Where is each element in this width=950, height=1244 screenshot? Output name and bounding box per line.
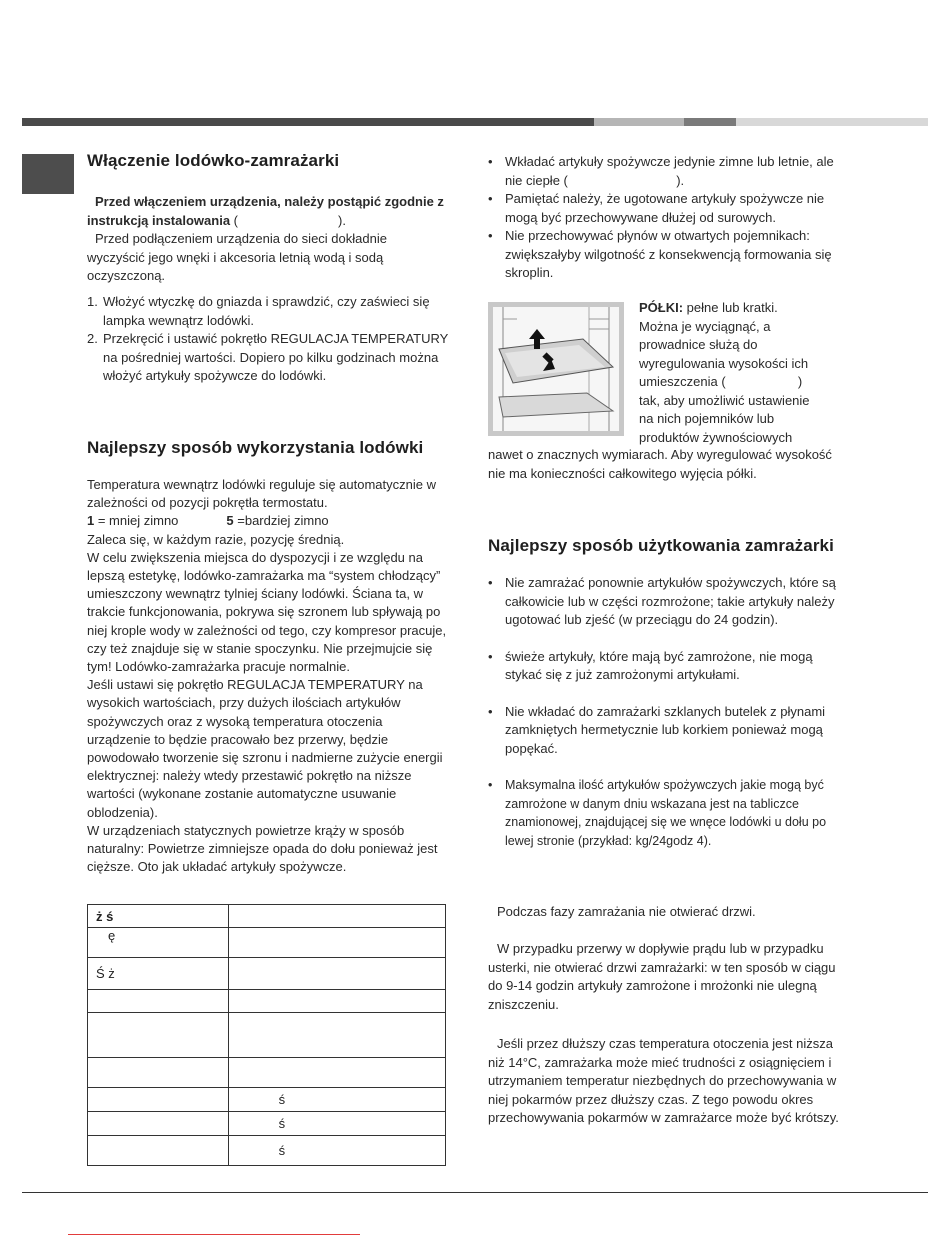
intro-paragraph (87, 193, 447, 286)
freezer-para-1: Podczas fazy zamrażania nie otwierać drzwi. (497, 904, 756, 919)
freezer-tips-list (488, 574, 846, 850)
section-title-freezer-use: Najlepszy sposób użytkowania zamrażarki (488, 536, 834, 555)
shelf-illustration (488, 302, 624, 436)
thermostat-scale: 1 = mniej zimno 5 =bardziej zimno (87, 513, 329, 529)
header-bar-light (594, 118, 684, 126)
table-row (88, 1058, 446, 1088)
intro-text: Przed podłączeniem urządzenia do sieci dokładnie wyczyścić jego wnęki i akcesoria letnią wodą i sodą oczyszczoną. (87, 231, 387, 283)
fridge-para-1: Temperatura wewnątrz lodówki reguluje się automatycznie w zależności od pozycji pokrętła termostatu. (87, 477, 436, 511)
footer-divider (22, 1192, 928, 1193)
table-row: ę (88, 928, 446, 958)
list-item: • Pamiętać należy, że ugotowane artykuły spożywcze nie mogą być przechowywane dłużej od surowych. (488, 190, 846, 227)
list-item: • Nie przechowywać płynów w otwartych pojemnikach: zwiększałyby wilgotność z konsekwencją formowania się skroplin. (488, 227, 846, 283)
intro-open-paren: ( (230, 212, 238, 228)
table-row: ś (88, 1088, 446, 1112)
step-item: 2. Przekręcić i ustawić pokrętło REGULACJA TEMPERATURY na pośredniej wartości. Dopiero po kilku godzinach można włożyć artykuły spożywcze do lodówki. (87, 331, 449, 383)
fridge-para-4: Jeśli ustawi się pokrętło REGULACJA TEMPERATURY na wysokich wartościach, przy dużych ilościach artykułów spożywczych oraz z wysoką temperatura otoczenia urządzenie to będzie pracowało bez przerwy, będzie powodowało tworzenie się szronu i nadmierne zużycie energii elektrycznej: należy wtedy przestawić pokrętło na niższe wartości (wykonane zostanie automatyczne usuwanie oblodzenia). (87, 677, 443, 820)
freezer-para-2: W przypadku przerwy w dopływie prądu lub w przypadku usterki, nie otwierać drzwi zamrażarki: w ten sposób w ciągu do 9-14 godzin artykuły zamrożone i mrożonki nie ulegną zniszczeniu. (488, 941, 836, 1012)
header-bar-pale (736, 118, 928, 126)
steps-list (87, 293, 449, 386)
freezer-para-3: Jeśli przez dłuższy czas temperatura otoczenia jest niższa niż 14°C, zamrażarka może mieć trudności z osiągnięciem i utrzymaniem temperatur niezbędnych do przechowywania w niej pokarmów przez dłuższy czas. Z tego powodu okres przechowywania pokarmów w zamrażarce może być krótszy. (488, 1036, 839, 1125)
footer-red-line (68, 1234, 360, 1235)
food-placement-table (87, 904, 446, 1166)
list-item: • Wkładać artykuły spożywcze jedynie zimne lub letnie, ale nie ciepłe ( ). (488, 153, 846, 190)
shelf-drawing (493, 307, 619, 431)
shelves-text: PÓŁKI: pełne lub kratki. Można je wyciągnąć, a prowadnice służą do wyregulowania wysokości ich umieszczenia ( ) tak, aby umożliwić ustawienie na nich pojemników lub produktów żywnościowych (639, 300, 810, 445)
section-title-fridge-use: Najlepszy sposób wykorzystania lodówki (87, 438, 424, 457)
intro-close-paren: ). (338, 212, 346, 228)
list-item: • świeże artykuły, które mają być zamrożone, nie mogą stykać się z już zamrożonymi artykułami. (488, 648, 846, 685)
table-row: ż ś (88, 905, 446, 928)
table-row: ś (88, 1112, 446, 1136)
section-tab-marker (22, 154, 74, 194)
header-bar-mid (684, 118, 736, 126)
table-row: Ś ż (88, 958, 446, 990)
fridge-para-5: W urządzeniach statycznych powietrze krąży w sposób naturalny: Powietrze zimniejsze opada do dołu ponieważ jest cięższe. Oto jak układać artykuły spożywcze. (87, 822, 438, 875)
table-row (88, 1013, 446, 1058)
fridge-use-body (87, 476, 447, 876)
table-row: ś (88, 1136, 446, 1166)
section-title-switch-on: Włączenie lodówko-zamrażarki (87, 151, 340, 170)
header-bar-dark (22, 118, 594, 126)
shelves-label: PÓŁKI: (639, 300, 684, 315)
list-item: • Nie zamrażać ponownie artykułów spożywczych, które są całkowicie lub w części rozmrożone; takie artykuły należy ugotować lub zjeść (w przeciągu do 24 godzin). (488, 574, 846, 630)
storage-tips-list (488, 153, 846, 283)
list-item: • Nie wkładać do zamrażarki szklanych butelek z płynami zamkniętych hermetycznie lub korkiem ponieważ mogą popękać. (488, 703, 846, 759)
step-item: 1. Włożyć wtyczkę do gniazda i sprawdzić, czy zaświeci się lampka wewnątrz lodówki. (87, 294, 430, 328)
shelves-text-continued: nawet o znacznych wymiarach. Aby wyregulować wysokość nie ma konieczności całkowitego wyjęcia półki. (488, 447, 832, 481)
table-row (88, 990, 446, 1013)
fridge-para-3: W celu zwiększenia miejsca do dyspozycji i ze względu na lepszą estetykę, lodówko-zamrażarka ma “system chłodzący” umieszczony wewnątrz tylniej ściany lodówki. Ściana ta, w trakcie funkcjonowania, pokrywa się szronem lub spływają po niej krople wody w zależności od tego, czy kompresor pracuje, czy też znajduje się w stanie spoczynku. Nie przejmujcie się tym! Lodówko-zamrażarka pracuje normalnie. (87, 549, 447, 675)
list-item: • Maksymalna ilość artykułów spożywczych jakie mogą być zamrożone w danym dniu wskazana jest na tabliczce znamionowej, znajdującej się we wnęce lodówki u dołu po lewej stronie (przykład: kg/24godz 4). (488, 776, 846, 850)
intro-bold: Przed włączeniem urządzenia, należy postąpić zgodnie z instrukcją instalowania (87, 194, 444, 228)
fridge-para-2: Zaleca się, w każdym razie, pozycję średnią. (87, 531, 345, 547)
